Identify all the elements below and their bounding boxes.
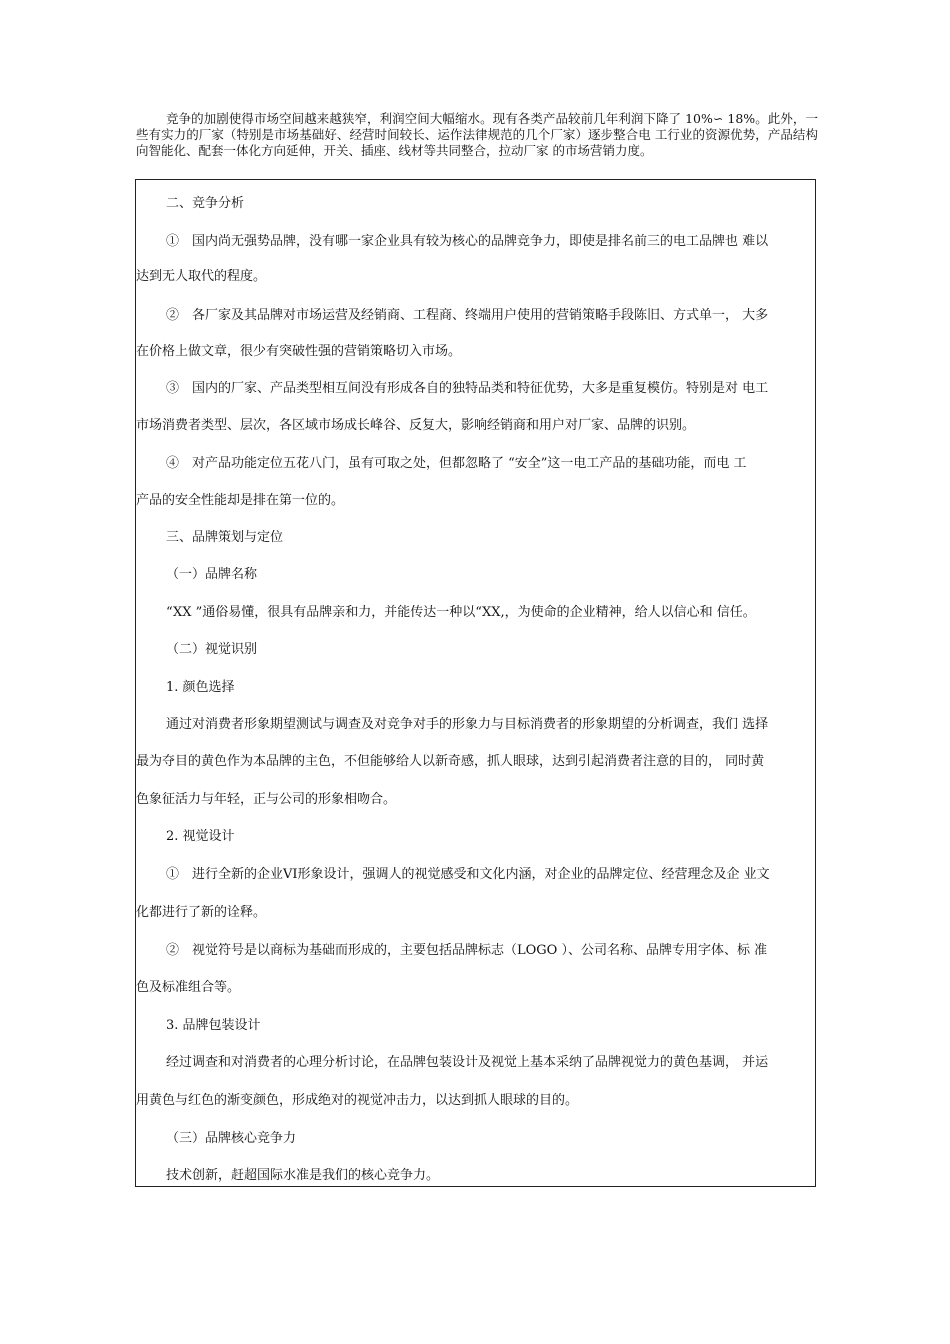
intro-paragraph: 竞争的加剧使得市场空间越来越狭窄，利润空间大幅缩水。现有各类产品较前几年利润下降了 10%∽ 18%。此外，一些有实力的厂家（特别是市场基础好、经营时间较长、运作法律规范的几个厂家）逐步整合电 工行业的资源优势，产品结构向智能化、配套一体化方向延伸，开关、插座、线材等共同整合，拉动厂家 的市场营销力度。 bbox=[136, 111, 818, 158]
s2-para3-line2: 市场消费者类型、层次，各区域市场成长峰谷、反复大，影响经销商和用户对厂家、品牌的识别。 bbox=[136, 418, 696, 433]
s2-para1-line1: ① 国内尚无强势品牌，没有哪一家企业具有较为核心的品牌竞争力，即使是排名前三的电工品牌也 难以 bbox=[166, 234, 769, 249]
subsection-3-title: （三）品牌核心竞争力 bbox=[166, 1131, 297, 1146]
s2-para4-line2: 产品的安全性能却是排在第一位的。 bbox=[136, 493, 345, 508]
s2-para1-line2: 达到无人取代的程度。 bbox=[136, 269, 267, 284]
item-2-para1-line1: ① 进行全新的企业VI形象设计，强调人的视觉感受和文化内涵，对企业的品牌定位、经营理念及企 业文 bbox=[166, 867, 770, 882]
s2-para3-line1: ③ 国内的厂家、产品类型相互间没有形成各自的独特品类和特征优势，大多是重复模仿。特别是对 电工 bbox=[166, 381, 769, 396]
item-2-para2-line1: ② 视觉符号是以商标为基础而形成的，主要包括品牌标志（LOGO ）、公司名称、品牌专用字体、标 准 bbox=[166, 943, 768, 958]
section-3-title: 三、品牌策划与定位 bbox=[166, 530, 284, 545]
item-1-line1: 通过对消费者形象期望测试与调查及对竞争对手的形象力与目标消费者的形象期望的分析调查，我们 选择 bbox=[166, 717, 769, 732]
item-3-title: 3. 品牌包装设计 bbox=[166, 1018, 261, 1033]
content-table bbox=[135, 179, 816, 1187]
item-1-title: 1. 颜色选择 bbox=[166, 680, 235, 695]
subsection-3-text: 技术创新，赶超国际水准是我们的核心竞争力。 bbox=[166, 1168, 440, 1183]
s2-para2-line1: ② 各厂家及其品牌对市场运营及经销商、工程商、终端用户使用的营销策略手段陈旧、方式单一， 大多 bbox=[166, 308, 769, 323]
item-1-line2: 最为夺目的黄色作为本品牌的主色，不但能够给人以新奇感，抓人眼球，达到引起消费者注意的目的， 同时黄 bbox=[136, 754, 765, 769]
item-3-line2: 用黄色与红色的渐变颜色，形成绝对的视觉冲击力，以达到抓人眼球的目的。 bbox=[136, 1093, 579, 1108]
item-2-title: 2. 视觉设计 bbox=[166, 829, 235, 844]
item-2-para2-line2: 色及标准组合等。 bbox=[136, 980, 241, 995]
item-2-para1-line2: 化都进行了新的诠释。 bbox=[136, 905, 267, 920]
s2-para4-line1: ④ 对产品功能定位五花八门，虽有可取之处，但都忽略了 “安全”这一电工产品的基础功能，而电 工 bbox=[166, 456, 747, 471]
s2-para2-line2: 在价格上做文章，很少有突破性强的营销策略切入市场。 bbox=[136, 344, 462, 359]
subsection-2-title: （二）视觉识别 bbox=[166, 642, 258, 657]
subsection-1-text: “XX ”通俗易懂，很具有品牌亲和力，并能传达一种以“XX,，为使命的企业精神，给人以信心和 信任。 bbox=[166, 605, 756, 620]
intro-block bbox=[136, 111, 818, 159]
section-2-title: 二、竞争分析 bbox=[166, 196, 245, 211]
item-1-line3: 色象征活力与年轻，正与公司的形象相吻合。 bbox=[136, 792, 397, 807]
item-3-line1: 经过调查和对消费者的心理分析讨论，在品牌包装设计及视觉上基本采纳了品牌视觉力的黄色基调， 并运 bbox=[166, 1055, 769, 1070]
subsection-1-title: （一）品牌名称 bbox=[166, 567, 258, 582]
